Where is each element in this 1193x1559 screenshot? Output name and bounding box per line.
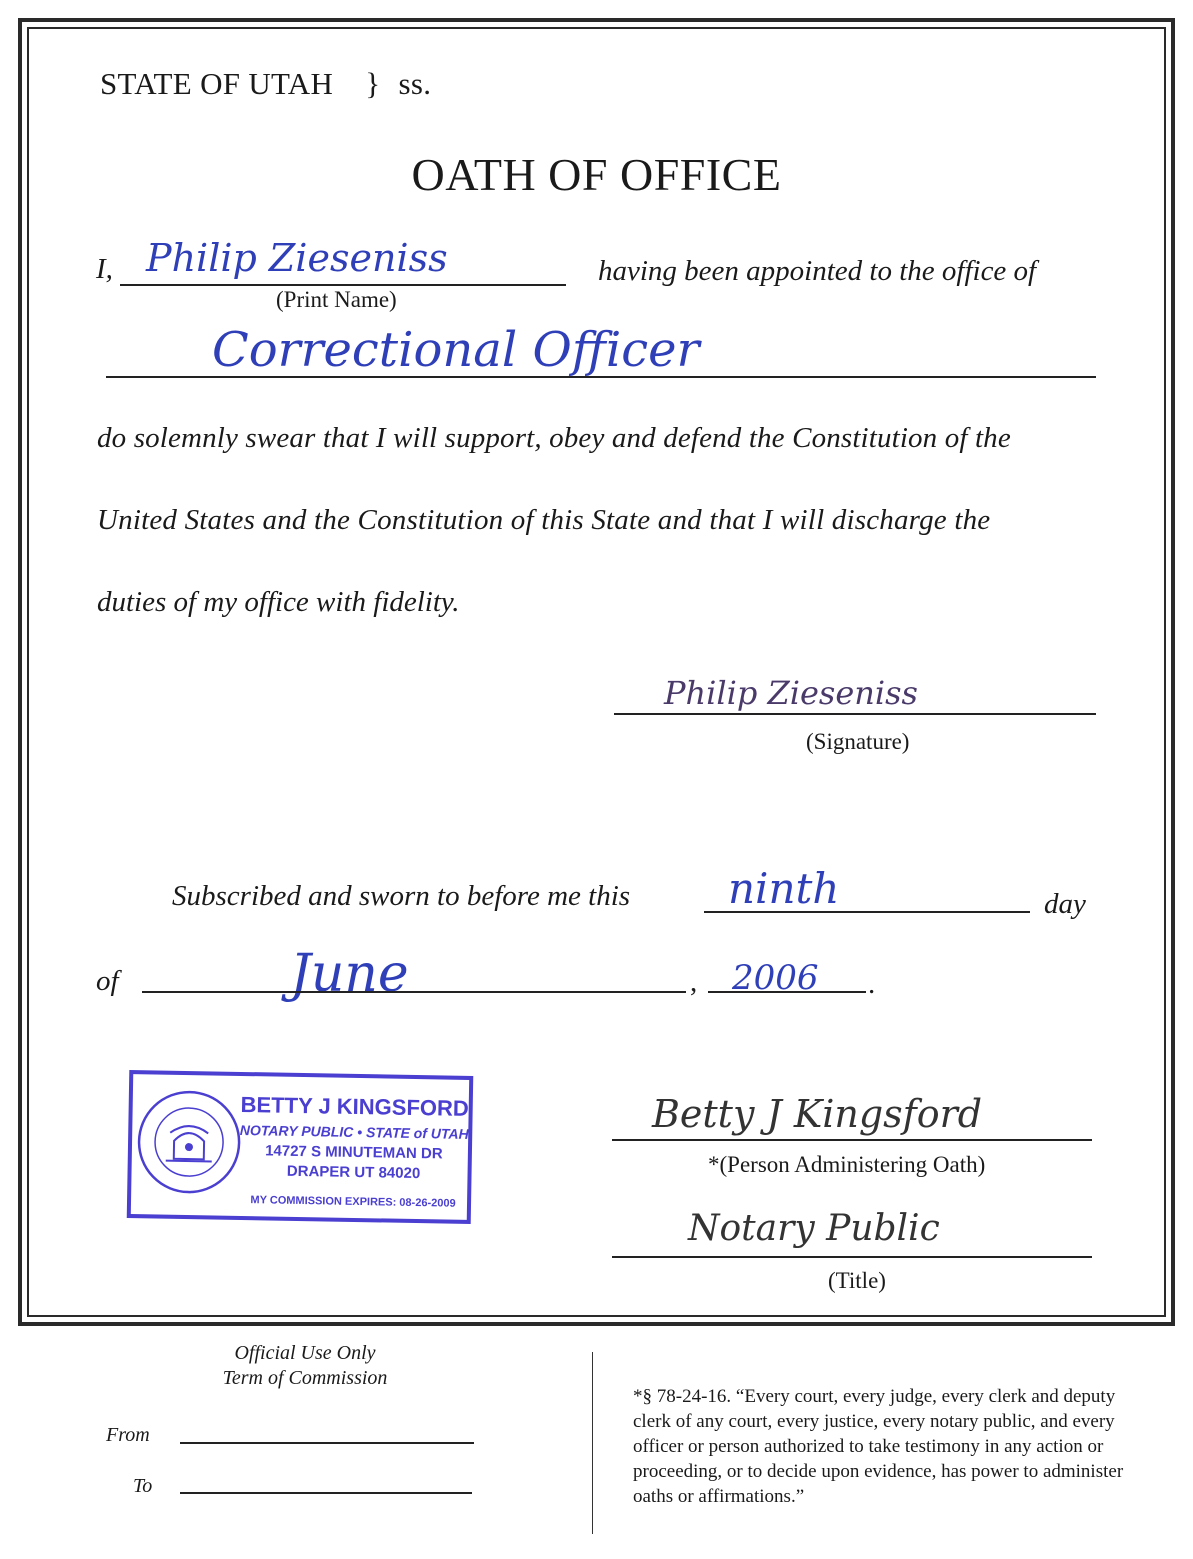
brace: }: [365, 66, 381, 101]
to-label: To: [133, 1475, 153, 1497]
document-title: OATH OF OFFICE: [411, 149, 782, 200]
stamp-address: 14727 S MINUTEMAN DR: [264, 1142, 443, 1163]
month-handwritten: June: [290, 944, 409, 1004]
title-handwritten: Notary Public: [688, 1208, 940, 1249]
i-label: I,: [96, 253, 113, 285]
from-line: [180, 1442, 474, 1444]
print-name-caption: (Print Name): [276, 287, 397, 312]
sworn-text: Subscribed and sworn to before me this: [172, 880, 631, 912]
day-line: [704, 911, 1030, 913]
state-name: STATE OF UTAH: [100, 66, 334, 101]
day-label: day: [1044, 888, 1086, 920]
stamp-expiration: MY COMMISSION EXPIRES: 08-26-2009: [250, 1194, 456, 1210]
stamp-title: NOTARY PUBLIC • STATE of UTAH: [239, 1121, 469, 1142]
name-line: [120, 284, 566, 286]
term-of-commission-label: Term of Commission: [222, 1367, 388, 1389]
year-handwritten: 2006: [732, 958, 819, 998]
statute-footnote: *§ 78-24-16. “Every court, every judge, every clerk and deputy clerk of any court, every justice, every notary public, and every officer or person authorized to take testimony in any action or proceeding, or to decide upon evidence, has power to administer oaths or affirmations.”: [633, 1386, 1124, 1507]
office-line: [106, 376, 1096, 378]
from-label: From: [106, 1424, 150, 1446]
title-line: [612, 1256, 1092, 1258]
administering-caption: *(Person Administering Oath): [708, 1152, 986, 1177]
name-handwritten: Philip Zieseniss: [146, 236, 448, 280]
signature-line: [614, 713, 1096, 715]
appointed-text: having been appointed to the office of: [598, 255, 1037, 287]
stamp-city: DRAPER UT 84020: [286, 1162, 421, 1183]
year-line: [708, 991, 866, 993]
administering-signature-handwritten: Betty J Kingsford: [652, 1092, 983, 1136]
official-use-label: Official Use Only: [234, 1342, 376, 1364]
signature-caption: (Signature): [806, 729, 910, 754]
notary-stamp: [127, 1070, 474, 1224]
office-handwritten: Correctional Officer: [212, 322, 700, 378]
footer-divider: [592, 1352, 593, 1534]
of-label: of: [96, 965, 119, 997]
day-handwritten: ninth: [728, 864, 840, 913]
stamp-notary-name: BETTY J KINGSFORD: [240, 1091, 470, 1121]
to-line: [180, 1492, 472, 1494]
date-period: .: [868, 968, 876, 1000]
date-comma: ,: [690, 966, 698, 998]
month-line: [142, 991, 686, 993]
title-caption: (Title): [828, 1268, 886, 1293]
administering-line: [612, 1139, 1092, 1141]
oath-text-line-2: United States and the Constitution of this State and that I will discharge the: [97, 504, 991, 536]
signature-handwritten: Philip Zieseniss: [664, 674, 918, 712]
state-heading: [100, 66, 431, 102]
oath-text-line-1: do solemnly swear that I will support, obey and defend the Constitution of the: [97, 422, 1011, 454]
ss-label: ss.: [398, 66, 432, 101]
oath-text-line-3: duties of my office with fidelity.: [97, 586, 460, 618]
state-seal-icon: [135, 1088, 243, 1196]
